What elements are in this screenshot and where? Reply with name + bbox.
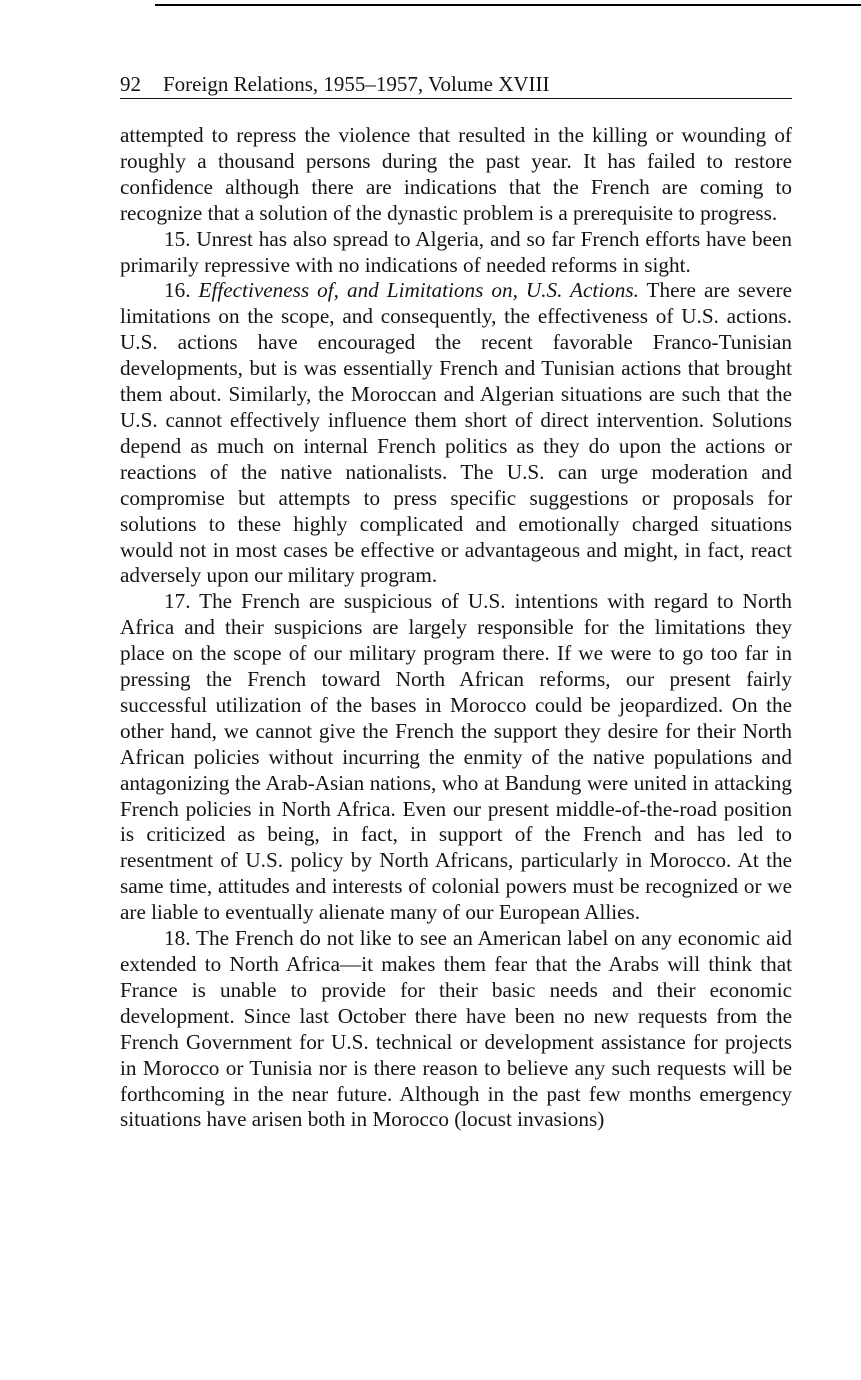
running-title: Foreign Relations, 1955–1957, Volume XVIII: [163, 72, 550, 96]
paragraph-16-number: 16.: [164, 278, 191, 303]
paragraph-15: 15. Unrest has also spread to Algeria, and so far French efforts have been primarily repressive with no indications of needed reforms in sight.: [120, 226, 792, 277]
running-header: [120, 70, 792, 99]
paragraph-18: 18. The French do not like to see an American label on any economic aid extended to North Africa—it makes them fear that the Arabs will think that France is unable to provide for their basic needs and their economic development. Since last October there have been no new requests from the French Government for U.S. technical or development assistance for projects in Morocco or Tunisia nor is there reason to believe any such requests will be forthcoming in the near future. Although in the past few months emergency situations have arisen both in Morocco (locust invasions): [120, 926, 792, 1132]
body-text: [120, 123, 792, 1133]
page-number: 92: [120, 72, 141, 96]
document-page: [120, 70, 792, 1133]
paragraph-16: [120, 278, 792, 589]
paragraph-17: 17. The French are suspicious of U.S. intentions with regard to North Africa and their suspicions are largely responsible for the limitations they place on the scope of our military program there. If we were to go too far in pressing the French toward North African reforms, our present fairly successful utilization of the bases in Morocco could be jeopardized. On the other hand, we cannot give the French the support they desire for their North African policies without incurring the enmity of the native populations and antagonizing the Arab-Asian nations, who at Bandung were united in attacking French policies in North Africa. Even our present middle-of-the-road position is criticized as being, in fact, in support of the French and has led to resentment of U.S. policy by North Africans, particularly in Morocco. At the same time, attitudes and interests of colonial powers must be recognized or we are liable to eventually alienate many of our European Allies.: [120, 589, 792, 925]
paragraph-16-heading: Effectiveness of, and Limitations on, U.S. Actions.: [198, 278, 639, 303]
paragraph-16-text: There are severe limitations on the scope, and consequently, the effectiveness of U.S. actions. U.S. actions have encouraged the recent favorable Franco-Tunisian developments, but is was essentially French and Tunisian actions that brought them about. Similarly, the Moroccan and Algerian situations are such that the U.S. cannot effectively influence them short of direct intervention. Solutions depend as much on internal French politics as they do upon the actions or reactions of the native nationalists. The U.S. can urge moderation and compromise but attempts to press specific suggestions or proposals for solutions to these highly complicated and emotionally charged situations would not in most cases be effective or advantageous and might, in fact, react adversely upon our military program.: [120, 278, 792, 588]
paragraph-continuation: attempted to repress the violence that resulted in the killing or wounding of roughly a thousand persons during the past year. It has failed to restore confidence although there are indications that the French are coming to recognize that a solution of the dynastic problem is a prerequisite to progress.: [120, 123, 792, 225]
top-edge-rule: [155, 4, 861, 6]
